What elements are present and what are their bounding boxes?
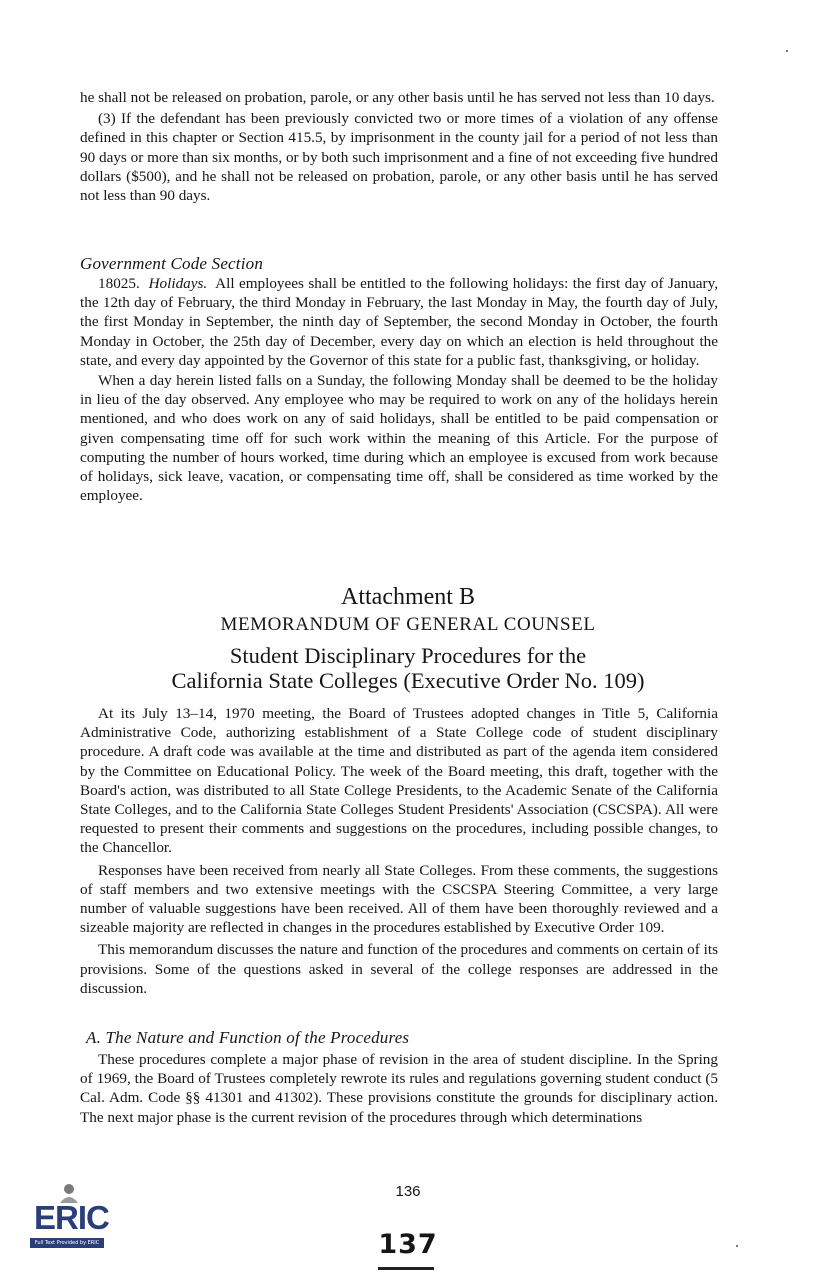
- page-number-large: 137: [378, 1229, 438, 1260]
- attachment-paragraph-2: Responses have been received from nearly all State Colleges. From these comments, the suggestions of staff members and two extensive meetings with the CSCSPA Steering Committee, a very large number of valuable suggestions have been received. All of them have been thoroughly reviewed and a sizeable majority are reflected in changes in the procedures established by Executive Order 109.: [80, 861, 718, 937]
- section-a-block: [80, 1050, 718, 1127]
- section-title: Holidays.: [148, 275, 208, 292]
- top-paragraph-2: (3) If the defendant has been previously convicted two or more times of a violation of any offense defined in this chapter or Section 415.5, by imprisonment in the county jail for a period of not less than 90 days or more than six months, or by both such imprisonment and a fine of not exceeding five hundred dollars ($500), and he shall not be released on probation, parole, or any other basis until he has served not less than 90 days.: [80, 110, 718, 205]
- gov-code-block: [80, 274, 718, 505]
- top-text-block: [80, 88, 718, 205]
- section-body: All employees shall be entitled to the following holidays: the first day of January, the 12th day of February, the third Monday in February, the last Monday in May, the fourth day of July, the first Monday in September, the ninth day of September, the second Monday in October, the fourth Monday in October, the 25th day of December, every day on which an election is held throughout the state, and every day appointed by the Governor of this state for a public fast, thanksgiving, or holiday.: [80, 275, 718, 369]
- section-a-heading: A. The Nature and Function of the Procedures: [86, 1028, 410, 1047]
- attachment-body: [80, 704, 718, 998]
- top-paragraph-1: he shall not be released on probation, parole, or any other basis until he has served not less than 10 days.: [80, 89, 715, 106]
- eric-logo: [30, 1183, 109, 1249]
- gov-code-paragraph-1: [80, 274, 718, 370]
- section-a-paragraph-1: These procedures complete a major phase of revision in the area of student discipline. In the Spring of 1969, the Board of Trustees completely rewrote its rules and regulations governing student conduct (5 Cal. Adm. Code §§ 41301 and 41302). These provisions constitute the grounds for disciplinary action. The next major phase is the current revision of the procedures through which determinations: [80, 1051, 718, 1126]
- attachment-title: Attachment B: [341, 584, 475, 610]
- subtitle-line-2: California State Colleges (Executive Order No. 109): [171, 668, 645, 693]
- subtitle-line-1: Student Disciplinary Procedures for the: [229, 643, 587, 668]
- eric-logo-text: ERIC: [34, 1199, 109, 1236]
- scan-speck: [786, 50, 788, 52]
- attachment-paragraph-3: This memorandum discusses the nature and function of the procedures and comments on certain of its provisions. Some of the questions asked in several of the college responses are addressed in the discussion.: [80, 941, 718, 997]
- attachment-paragraph-1: At its July 13–14, 1970 meeting, the Board of Trustees adopted changes in Title 5, California Administrative Code, authorizing establishment of a State College code of student disciplinary procedure. A draft code was available at the time and distributed as part of the agenda item considered by the Committee on Educational Policy. The week of the Board meeting, this draft, together with the Board's action, was distributed to all State College Presidents, to the Academic Senate of the California State Colleges, and to the California State Colleges Student Presidents' Association (CSCSPA). All were requested to present their comments and suggestions on the procedures, including possible changes, to the Chancellor.: [80, 705, 718, 857]
- section-number: 18025.: [98, 275, 140, 292]
- scan-speck: [736, 1245, 738, 1247]
- gov-code-paragraph-2: When a day herein listed falls on a Sunday, the following Monday shall be deemed to be the holiday in lieu of the day observed. Any employee who may be required to work on any of the holidays herein mentioned, and who does work on any of said holidays, shall be entitled to be paid compensation or given compensating time off for such work within the meaning of this Article. For the purpose of computing the number of hours worked, time during which an employee is excused from work because of holidays, sick leave, vacation, or compensating time off, shall be considered as time worked by the employee.: [80, 372, 718, 505]
- page-number: 136: [395, 1183, 421, 1200]
- memo-title: MEMORANDUM OF GENERAL COUNSEL: [220, 614, 596, 635]
- eric-logo-subtext: Full Text Provided by ERIC: [30, 1238, 104, 1248]
- gov-code-heading: Government Code Section: [80, 254, 264, 273]
- footer-underline: [378, 1267, 434, 1270]
